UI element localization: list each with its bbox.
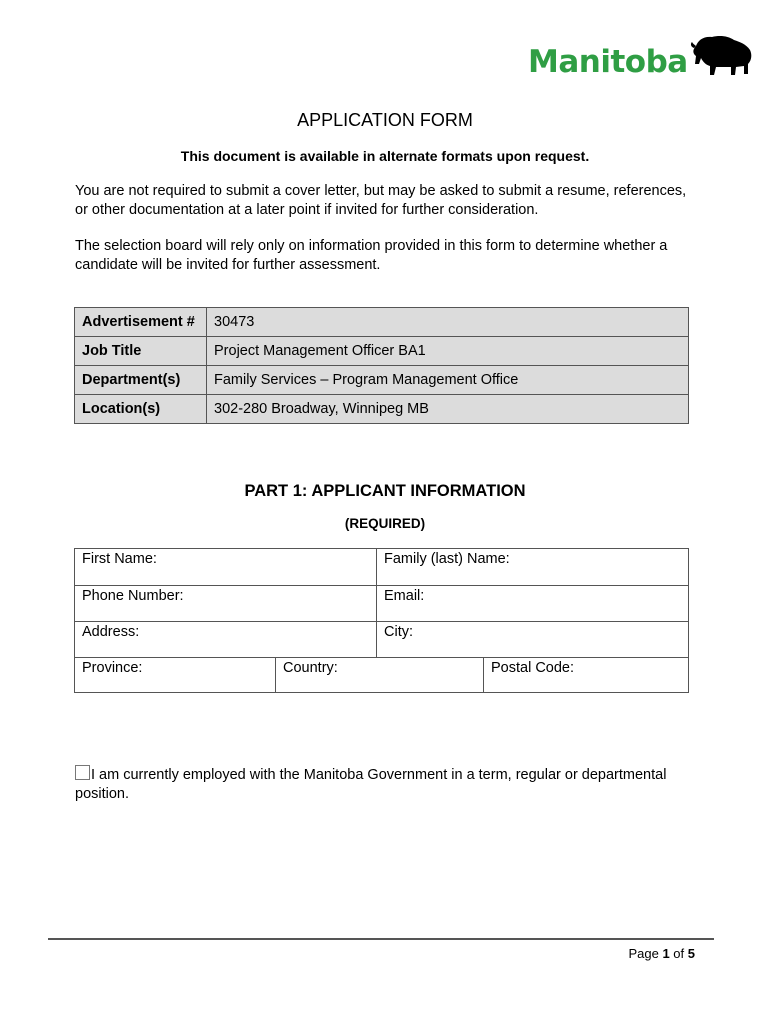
bison-icon xyxy=(690,34,754,78)
alternate-formats-note: This document is available in alternate formats upon request. xyxy=(180,148,590,164)
table-row xyxy=(75,308,689,337)
table-row xyxy=(75,395,689,424)
email-field[interactable] xyxy=(377,586,688,621)
city-label: City: xyxy=(384,624,413,640)
department-value: Family Services – Program Management Office xyxy=(207,366,689,395)
location-label: Location(s) xyxy=(75,395,207,424)
family-name-label: Family (last) Name: xyxy=(384,551,510,567)
advertisement-table xyxy=(74,307,689,424)
intro-paragraph-1: You are not required to submit a cover letter, but may be asked to submit a resume, references, or other documentation at a later point if invited for further consideration. xyxy=(75,183,687,218)
employment-checkbox[interactable] xyxy=(75,765,90,780)
country-label: Country: xyxy=(283,660,338,676)
advertisement-number-value: 30473 xyxy=(207,308,689,337)
applicant-info-grid xyxy=(74,548,689,693)
first-name-field[interactable] xyxy=(75,549,376,585)
postal-code-label: Postal Code: xyxy=(491,660,575,676)
address-field[interactable] xyxy=(75,622,376,657)
location-value: 302-280 Broadway, Winnipeg MB xyxy=(207,395,689,424)
manitoba-logo xyxy=(528,28,754,78)
address-label: Address: xyxy=(82,624,140,640)
employment-check-row xyxy=(75,765,700,804)
city-field[interactable] xyxy=(377,622,688,657)
employment-check-label: I am currently employed with the Manitoba Government in a term, regular or departmental position. xyxy=(75,767,667,802)
email-label: Email: xyxy=(384,588,425,604)
advertisement-number-label: Advertisement # xyxy=(75,308,207,337)
part1-title: PART 1: APPLICANT INFORMATION xyxy=(244,482,526,500)
province-label: Province: xyxy=(82,660,143,676)
postal-code-field[interactable] xyxy=(484,658,688,692)
intro-paragraph-2: The selection board will rely only on information provided in this form to determine whether a candidate will be invited for further assessment. xyxy=(75,238,668,273)
country-field[interactable] xyxy=(276,658,483,692)
job-title-label: Job Title xyxy=(75,337,207,366)
family-name-field[interactable] xyxy=(377,549,688,585)
department-label: Department(s) xyxy=(75,366,207,395)
logo-text: Manitoba xyxy=(528,44,688,80)
first-name-label: First Name: xyxy=(82,551,157,567)
phone-number-field[interactable] xyxy=(75,586,376,621)
page-number: Page 1 of 5 xyxy=(628,946,695,961)
phone-number-label: Phone Number: xyxy=(82,588,184,604)
document-title: APPLICATION FORM xyxy=(297,110,473,130)
job-title-value: Project Management Officer BA1 xyxy=(207,337,689,366)
footer-divider xyxy=(48,938,714,940)
table-row xyxy=(75,337,689,366)
province-field[interactable] xyxy=(75,658,275,692)
table-row xyxy=(75,366,689,395)
part1-required-note: (REQUIRED) xyxy=(344,516,426,531)
